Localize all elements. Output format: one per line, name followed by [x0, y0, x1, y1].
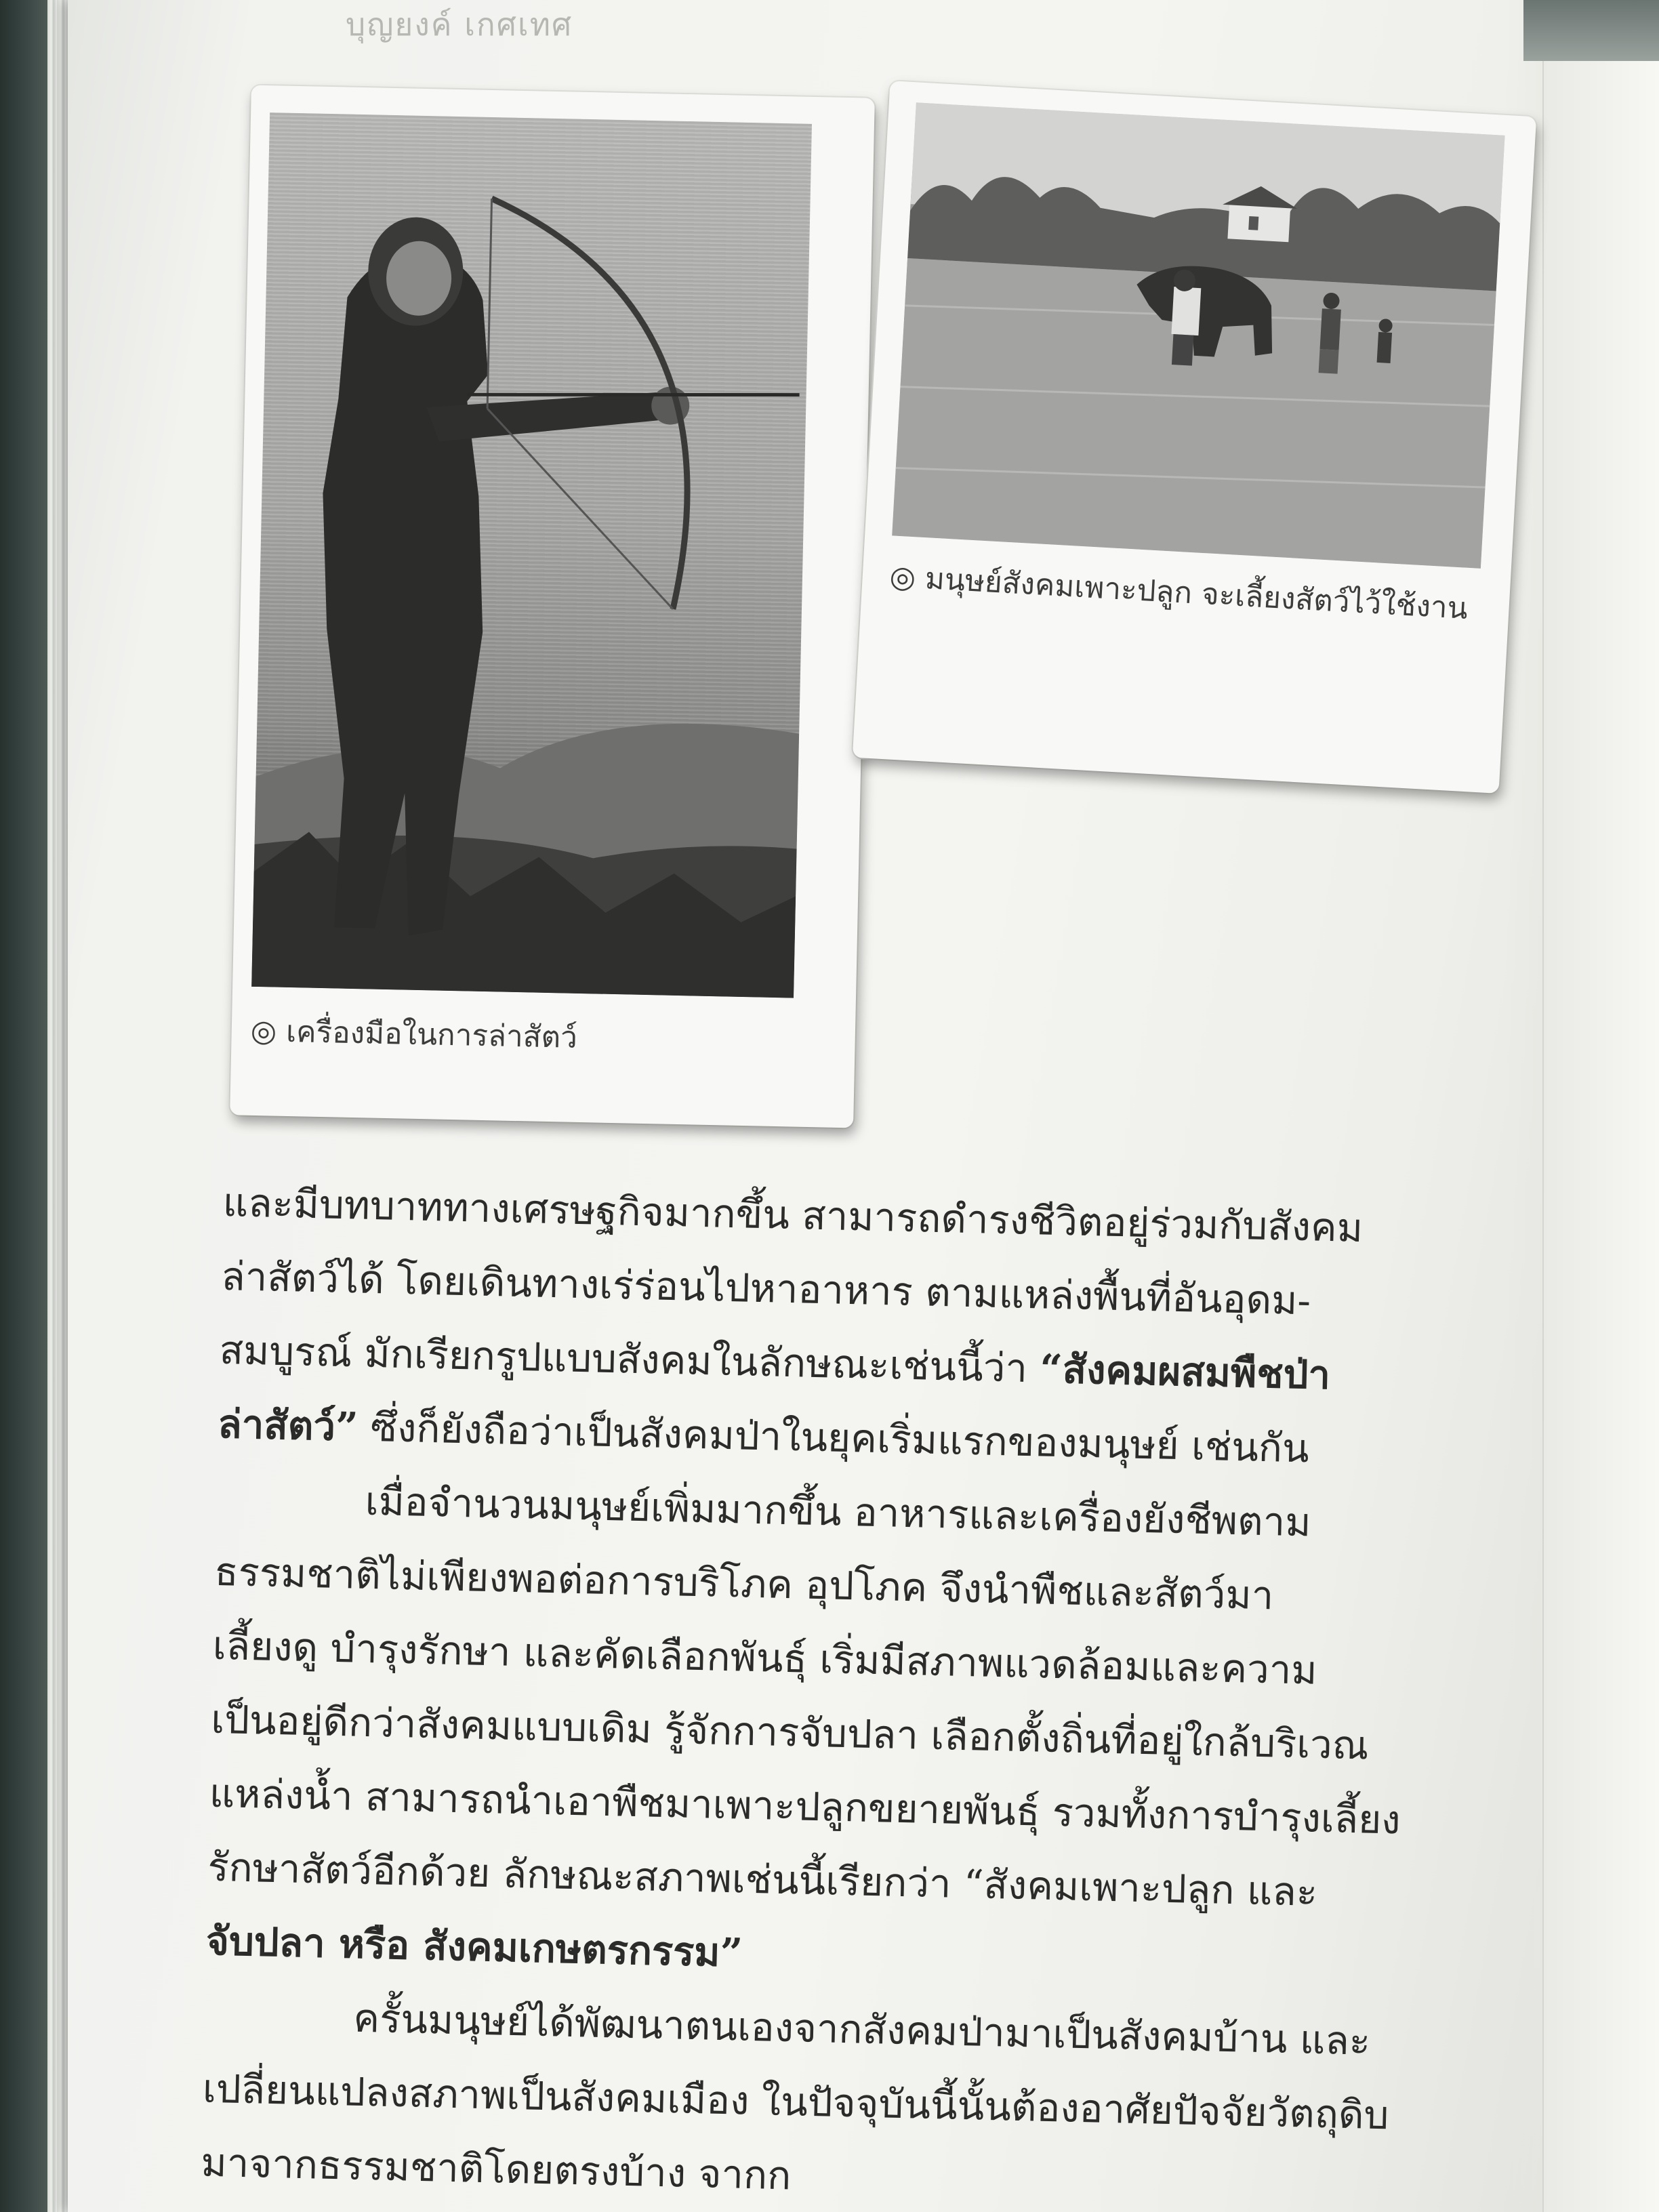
running-head: บุญยงค์ เกศเทศ	[346, 6, 573, 43]
photo-card-farmers	[853, 81, 1536, 794]
body-line: ล่าสัตว์ได้ โดยเดินทางเร่ร่อนไปหาอาหาร ตามแหล่งพื้นที่อันอุดม-	[220, 1252, 1311, 1324]
photo-card-hunter	[230, 85, 875, 1128]
body-line: เปลี่ยนแปลงสภาพเป็นสังคมเมือง ในปัจจุบันนี้นั้นต้องอาศัยปัจจัยวัตถุดิบ	[202, 2065, 1390, 2139]
body-line-text: สมบูรณ์ มักเรียกรูปแบบสังคมในลักษณะเช่นนี้ว่า	[219, 1326, 1041, 1392]
paragraph-start-line: ครั้นมนุษย์ได้พัฒนาตนเองจากสังคมป่ามาเป็นสังคมบ้าน และ	[352, 1994, 1371, 2064]
body-text	[200, 1166, 1544, 2212]
body-line: ธรรมชาติไม่เพียงพอต่อการบริโภค อุปโภค จึงนำพืชและสัตว์มา	[213, 1548, 1274, 1619]
body-line-text: ซึ่งก็ยังถือว่าเป็นสังคมป่าในยุคเริ่มแรกของมนุษย์ เช่นกัน	[357, 1404, 1310, 1472]
hunter-photo	[251, 112, 812, 998]
bold-term: “สังคมผสมพืชป่า	[1039, 1345, 1331, 1399]
facing-page-edge	[1542, 54, 1659, 2212]
body-line: เป็นอยู่ดีกว่าสังคมแบบเดิม รู้จักการจับปลา เลือกตั้งถิ่นที่อยู่ใกล้บริเวณ	[210, 1696, 1370, 1769]
bold-term: ล่าสัตว์”	[217, 1400, 359, 1450]
body-line: เลี้ยงดู บำรุงรักษา และคัดเลือกพันธุ์ เริ่มมีสภาพแวดล้อมและความ	[212, 1622, 1318, 1694]
body-line: มาจากธรรมชาติโดยตรงบ้าง จากก	[200, 2139, 792, 2199]
paddy-illustration	[892, 102, 1504, 569]
bold-term-line: จับปลา หรือ สังคมเกษตรกรรม”	[205, 1917, 743, 1976]
paragraph-start-line: เมื่อจำนวนมนุษย์เพิ่มมากขึ้น อาหารและเครื่องยังชีพตาม	[365, 1477, 1312, 1546]
photo-caption-farmers: ◎ มนุษย์สังคมเพาะปลูก จะเลี้ยงสัตว์ไว้ใช้งาน	[888, 559, 1469, 626]
body-line: และมีบทบาททางเศรษฐกิจมากขึ้น สามารถดำรงชีวิตอยู่ร่วมกับสังคม	[222, 1179, 1364, 1252]
photo-caption-hunter: ◎ เครื่องมือในการล่าสัตว์	[250, 1013, 578, 1055]
hunter-illustration	[251, 112, 812, 998]
body-line: แหล่งน้ำ สามารถนำเอาพืชมาเพาะปลูกขยายพันธุ์ รวมทั้งการบำรุงเลี้ยง	[209, 1769, 1401, 1843]
body-line: รักษาสัตว์อีกด้วย ลักษณะสภาพเช่นนี้เรียกว่า “สังคมเพาะปลูก และ	[207, 1843, 1318, 1915]
background-corner	[1523, 0, 1659, 61]
farmers-photo	[892, 102, 1504, 569]
